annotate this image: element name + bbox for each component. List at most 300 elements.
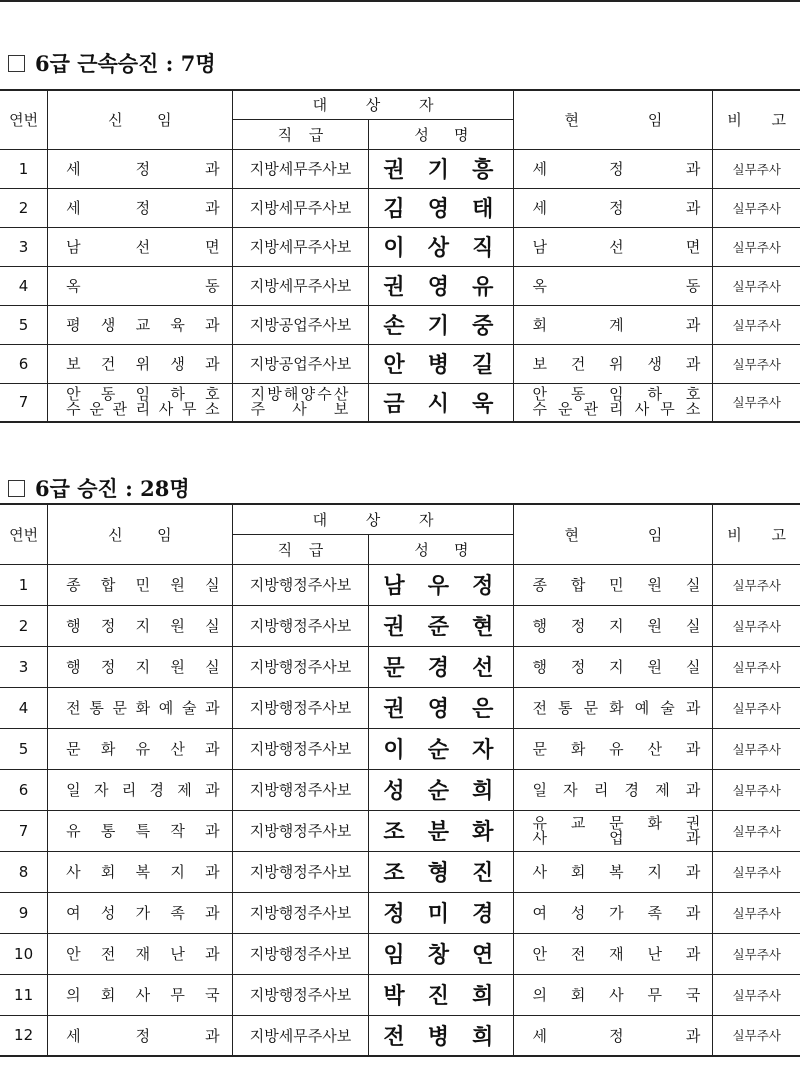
person-name-char: 순: [427, 737, 450, 763]
new-post-char: 회: [100, 863, 116, 881]
table-row: [0, 383, 800, 422]
current-post-char: 사: [532, 828, 547, 847]
current-post-char: 동: [685, 277, 701, 295]
current-post-line: [532, 828, 701, 847]
current-post-char: 일: [532, 781, 547, 799]
current-post-cell: [514, 188, 713, 227]
current-post: [514, 697, 712, 718]
table-row: [0, 605, 800, 646]
table-row: [0, 646, 800, 687]
person-name-char: 김: [383, 196, 405, 222]
rank-value: 지방행정주사보: [249, 863, 352, 881]
rank-value: 지방행정주사보: [249, 904, 352, 922]
current-post-char: 무: [647, 986, 663, 1004]
current-post-char: 지: [609, 617, 624, 635]
name-cell: [369, 810, 514, 851]
table-row: [0, 149, 800, 188]
new-post: [48, 158, 231, 179]
rank-cell: [232, 564, 369, 605]
new-post-char: 재: [135, 945, 151, 963]
row-number-value: 3: [18, 237, 29, 256]
person-name-char: 미: [427, 901, 450, 927]
note-value: 실무주사: [732, 741, 781, 757]
current-post-char: 복: [609, 863, 624, 881]
new-post: [48, 236, 231, 257]
header-target: [232, 504, 514, 534]
current-post-char: 리: [609, 400, 624, 419]
current-post-char: 지: [609, 658, 624, 676]
checkbox-square-icon: [8, 480, 25, 497]
new-post: [48, 943, 231, 964]
person-name-char: 임: [383, 942, 405, 968]
header-target-label-char: 자: [418, 96, 434, 115]
current-post-char: 세: [532, 199, 547, 217]
row-number: [0, 810, 48, 851]
current-post-char: 실: [685, 576, 701, 594]
new-post-char: 종: [66, 576, 81, 594]
new-post-char: 자: [93, 781, 109, 799]
note-cell: [713, 851, 800, 892]
note-cell: [713, 646, 800, 687]
table-row: [0, 1015, 800, 1056]
current-post-char: 제: [655, 781, 670, 799]
current-post-char: 화: [647, 813, 663, 832]
rank-cell: [232, 305, 369, 344]
person-name-char: 손: [383, 313, 405, 339]
current-post-char: 정: [609, 160, 624, 178]
current-post: [514, 275, 712, 296]
current-post-char: 회: [570, 863, 586, 881]
current-post-char: 호: [685, 385, 701, 404]
new-post-char: 원: [170, 658, 185, 676]
person-name-char: 준: [427, 614, 450, 640]
current-post: [514, 314, 712, 335]
new-post-char: 하: [170, 385, 185, 404]
person-name-char: 유: [472, 274, 494, 300]
new-post-cell: [48, 383, 232, 422]
rank-cell: [232, 769, 369, 810]
new-post-cell: [48, 974, 232, 1015]
new-post-char: 회: [100, 986, 116, 1004]
current-post-char: 계: [609, 316, 624, 334]
new-post-char: 호: [205, 385, 220, 404]
new-post-cell: [48, 605, 232, 646]
person-name-char: 권: [383, 157, 405, 183]
name-cell: [369, 344, 514, 383]
header-note-label-char: 비: [727, 525, 742, 544]
table-row: [0, 728, 800, 769]
new-post-char: 위: [135, 355, 151, 373]
note-cell: [713, 892, 800, 933]
new-post: [48, 387, 231, 417]
current-post-char: 원: [647, 617, 663, 635]
current-post-char: 화: [609, 699, 624, 717]
header-new-post-label-char: 임: [157, 111, 172, 130]
person-name: [369, 938, 513, 969]
header-note: [713, 504, 800, 564]
new-post-char: 과: [205, 904, 220, 922]
current-post-char: 국: [685, 986, 701, 1004]
person-name: [369, 569, 513, 600]
rank-value: 지방행정주사보: [249, 658, 352, 676]
row-number-value: 11: [14, 985, 34, 1004]
person-name-char: 금: [383, 390, 405, 417]
person-name-char: 권: [383, 614, 405, 640]
header-new-post: [48, 90, 232, 149]
row-number: [0, 728, 48, 769]
header-target-label-char: 자: [418, 510, 434, 529]
header-name-label-char: 명: [453, 540, 469, 559]
person-name-char: 길: [472, 352, 494, 378]
row-number: [0, 266, 48, 305]
note-value: 실무주사: [732, 618, 781, 634]
table-row: [0, 851, 800, 892]
row-number-value: 4: [18, 698, 29, 717]
person-name-char: 분: [427, 819, 450, 845]
person-name-char: 중: [472, 313, 494, 339]
name-cell: [369, 149, 514, 188]
new-post: [48, 615, 231, 636]
header-current-post-label: [514, 524, 712, 545]
row-number: [0, 149, 48, 188]
person-name-char: 조: [383, 860, 405, 886]
row-number: [0, 305, 48, 344]
current-post: [514, 984, 712, 1005]
header-rank-label-char: 급: [308, 125, 324, 144]
new-post-cell: [48, 933, 232, 974]
row-number: [0, 769, 48, 810]
current-post-char: 과: [685, 904, 701, 922]
note-value: 실무주사: [732, 987, 781, 1003]
current-post-char: 세: [532, 160, 547, 178]
new-post: [48, 820, 231, 841]
header-rank-label-char: 급: [308, 540, 324, 559]
current-post: [514, 738, 712, 759]
current-post-char: 하: [647, 385, 663, 404]
current-post-char: 과: [685, 355, 701, 373]
current-post-cell: [514, 344, 713, 383]
current-post-char: 유: [609, 740, 624, 758]
current-post-char: 난: [647, 945, 663, 963]
row-number: [0, 892, 48, 933]
table-row: [0, 266, 800, 305]
rank-cell: [232, 605, 369, 646]
new-post: [48, 314, 231, 335]
new-post-cell: [48, 266, 232, 305]
person-name-char: 은: [472, 696, 494, 722]
header-target-label: [233, 94, 514, 115]
current-post-char: 문: [583, 699, 599, 717]
current-post-char: 민: [609, 576, 624, 594]
current-post-char: 보: [532, 355, 547, 373]
new-post-char: 정: [100, 658, 116, 676]
person-name-char: 희: [472, 1023, 494, 1050]
rank-cell: [232, 344, 369, 383]
note-value: 실무주사: [732, 782, 781, 798]
person-name: [369, 1020, 513, 1051]
current-post-char: 자: [563, 781, 578, 799]
current-post-char: 성: [570, 904, 586, 922]
new-post-char: 국: [205, 986, 220, 1004]
rank-value: 지방행정주사보: [249, 822, 352, 840]
table-row: [0, 227, 800, 266]
header-row: [0, 90, 800, 119]
new-post-char: 행: [66, 658, 81, 676]
header-note-label-char: 고: [771, 111, 786, 130]
new-post-char: 과: [205, 822, 220, 840]
new-post-char: 안: [66, 945, 81, 963]
person-name-char: 안: [383, 352, 405, 378]
current-post-char: 리: [593, 781, 609, 799]
rank-char: 주: [250, 400, 266, 419]
current-post-char: 과: [685, 199, 701, 217]
rank-value: 지방세무주사보: [249, 277, 352, 295]
header-note: [713, 90, 800, 149]
person-name-char: 우: [427, 573, 450, 599]
header-no-label: 연번: [9, 111, 39, 130]
header-row: [0, 504, 800, 534]
rank-cell: [232, 188, 369, 227]
new-post-char: 유: [135, 740, 151, 758]
header-rank: [232, 119, 369, 149]
row-number-value: 1: [18, 159, 29, 178]
current-post: [514, 574, 712, 595]
current-post-char: 경: [624, 781, 640, 799]
new-post: [48, 656, 231, 677]
current-post-char: 행: [532, 658, 547, 676]
table-row: [0, 344, 800, 383]
note-cell: [713, 149, 800, 188]
header-target-label-char: 대: [312, 96, 328, 115]
new-post-char: 과: [205, 316, 220, 334]
current-post-char: 원: [647, 576, 663, 594]
person-name-char: 전: [383, 1023, 405, 1050]
row-number-value: 7: [18, 393, 29, 412]
new-post-char: 육: [170, 316, 185, 334]
name-cell: [369, 687, 514, 728]
new-post-char: 제: [177, 781, 192, 799]
note-cell: [713, 605, 800, 646]
current-post-char: 관: [583, 400, 599, 419]
new-post-char: 과: [205, 160, 220, 178]
current-post-cell: [514, 892, 713, 933]
header-current-post-label: [514, 109, 712, 130]
new-post-char: 정: [135, 160, 151, 178]
person-name-char: 현: [472, 614, 494, 640]
row-number-value: 4: [18, 276, 29, 295]
new-post-char: 사: [135, 986, 151, 1004]
rank-value: 지방공업주사보: [249, 355, 352, 373]
new-post: [48, 1025, 231, 1046]
rank-char: 사: [292, 400, 307, 419]
current-post-char: 전: [570, 945, 586, 963]
row-number-value: 1: [18, 575, 29, 594]
table-row: [0, 564, 800, 605]
current-post-char: 생: [647, 355, 663, 373]
header-target: [232, 90, 514, 119]
row-number-value: 12: [14, 1026, 34, 1045]
new-post: [48, 697, 231, 718]
person-name: [369, 270, 513, 301]
rank-cell: [232, 933, 369, 974]
new-post-char: 합: [100, 576, 116, 594]
current-post-cell: [514, 383, 713, 422]
header-rank-label: [233, 124, 369, 145]
header-new-post-label-char: 신: [108, 111, 123, 130]
name-cell: [369, 646, 514, 687]
note-value: 실무주사: [732, 1028, 781, 1044]
new-post-char: 화: [135, 699, 151, 717]
note-value: 실무주사: [732, 239, 781, 255]
current-post-cell: [514, 974, 713, 1015]
rank-value: 지방공업주사보: [249, 316, 352, 334]
current-post-char: 세: [532, 1026, 547, 1045]
rank-char: 지: [250, 385, 266, 404]
current-post-char: 과: [685, 863, 701, 881]
current-post-char: 과: [685, 1026, 701, 1045]
new-post-char: 전: [66, 699, 81, 717]
current-post-cell: [514, 728, 713, 769]
new-post-char: 실: [205, 617, 220, 635]
current-post-char: 통: [558, 699, 573, 717]
new-post-cell: [48, 149, 232, 188]
new-post-char: 원: [170, 617, 185, 635]
header-rank-label: [233, 539, 369, 560]
note-cell: [713, 188, 800, 227]
header-target-label-char: 상: [365, 96, 381, 115]
name-cell: [369, 892, 514, 933]
current-post-char: 종: [532, 576, 547, 594]
current-post-char: 사: [634, 400, 650, 419]
rank: [233, 387, 369, 417]
person-name-char: 영: [427, 696, 450, 722]
note-cell: [713, 974, 800, 1015]
header-new-post: [48, 504, 232, 564]
current-post-char: 회: [570, 986, 586, 1004]
header-note-label: [713, 109, 800, 130]
current-post-cell: [514, 149, 713, 188]
new-post-cell: [48, 810, 232, 851]
table-row: [0, 933, 800, 974]
row-number-value: 2: [18, 616, 29, 635]
current-post-char: 권: [685, 813, 701, 832]
current-post-char: 과: [685, 781, 701, 799]
new-post-cell: [48, 851, 232, 892]
new-post: [48, 197, 231, 218]
row-number: [0, 687, 48, 728]
person-name: [369, 153, 513, 184]
new-post-char: 행: [66, 617, 81, 635]
name-cell: [369, 933, 514, 974]
new-post-char: 과: [205, 740, 220, 758]
row-number: [0, 1015, 48, 1056]
name-cell: [369, 1015, 514, 1056]
current-post-char: 무: [660, 400, 675, 419]
new-post-char: 전: [100, 945, 116, 963]
current-post: [514, 353, 712, 374]
current-post-char: 행: [532, 617, 547, 635]
new-post-cell: [48, 646, 232, 687]
header-name-label-char: 명: [453, 125, 469, 144]
current-post-char: 여: [532, 904, 547, 922]
row-number: [0, 564, 48, 605]
rank-cell: [232, 1015, 369, 1056]
name-cell: [369, 383, 514, 422]
header-current-post-label-char: 임: [647, 111, 663, 130]
current-post-char: 과: [685, 160, 701, 178]
new-post: [48, 861, 231, 882]
header-new-post-label-char: 신: [108, 525, 123, 544]
row-number: [0, 383, 48, 422]
current-post-char: 옥: [532, 277, 547, 295]
new-post: [48, 353, 231, 374]
new-post-char: 작: [170, 822, 185, 840]
person-name-char: 기: [427, 313, 450, 339]
current-post-char: 화: [570, 740, 586, 758]
new-post-line: [66, 402, 219, 417]
current-post-char: 정: [609, 199, 624, 217]
name-cell: [369, 974, 514, 1015]
new-post-char: 동: [205, 277, 220, 295]
new-post-char: 통: [100, 822, 116, 840]
current-post: [514, 656, 712, 677]
new-post-char: 평: [66, 316, 81, 334]
current-post-char: 과: [685, 316, 701, 334]
person-name-char: 선: [472, 655, 494, 681]
header-no: [0, 504, 48, 564]
header-new-post-label: [48, 524, 231, 545]
new-post-char: 지: [135, 617, 151, 635]
table-row: [0, 687, 800, 728]
new-post-char: 안: [66, 385, 81, 404]
person-name-char: 형: [427, 860, 450, 886]
note-cell: [713, 933, 800, 974]
person-name-char: 직: [472, 235, 494, 261]
current-post-cell: [514, 810, 713, 851]
rank-char: 산: [333, 385, 349, 404]
table-row: [0, 305, 800, 344]
person-name-char: 이: [383, 737, 405, 763]
new-post-char: 세: [66, 199, 81, 217]
header-current-post-label-char: 임: [647, 525, 663, 544]
current-post-char: 과: [685, 828, 701, 847]
person-name-char: 박: [383, 983, 405, 1009]
new-post-char: 건: [100, 355, 116, 373]
rank-cell: [232, 646, 369, 687]
rank-value: 지방세무주사보: [249, 1026, 352, 1045]
person-name: [369, 309, 513, 340]
current-post-char: 정: [570, 658, 586, 676]
row-number: [0, 344, 48, 383]
rank-value: 지방행정주사보: [249, 781, 352, 799]
person-name-char: 성: [383, 778, 405, 804]
current-post-char: 예: [634, 699, 650, 717]
person-name-char: 권: [383, 274, 405, 300]
current-post-char: 교: [570, 813, 586, 832]
person-name-char: 흥: [472, 157, 494, 183]
new-post-char: 난: [170, 945, 185, 963]
person-name-char: 진: [427, 983, 450, 1009]
new-post-char: 정: [100, 617, 116, 635]
current-post-char: 실: [685, 658, 701, 676]
rank-cell: [232, 810, 369, 851]
rank-char: 양: [300, 385, 316, 404]
rank-value: 지방행정주사보: [249, 617, 352, 635]
new-post-char: 세: [66, 160, 81, 178]
new-post-cell: [48, 892, 232, 933]
new-post-char: 정: [135, 1026, 151, 1045]
person-name-char: 화: [472, 819, 494, 845]
